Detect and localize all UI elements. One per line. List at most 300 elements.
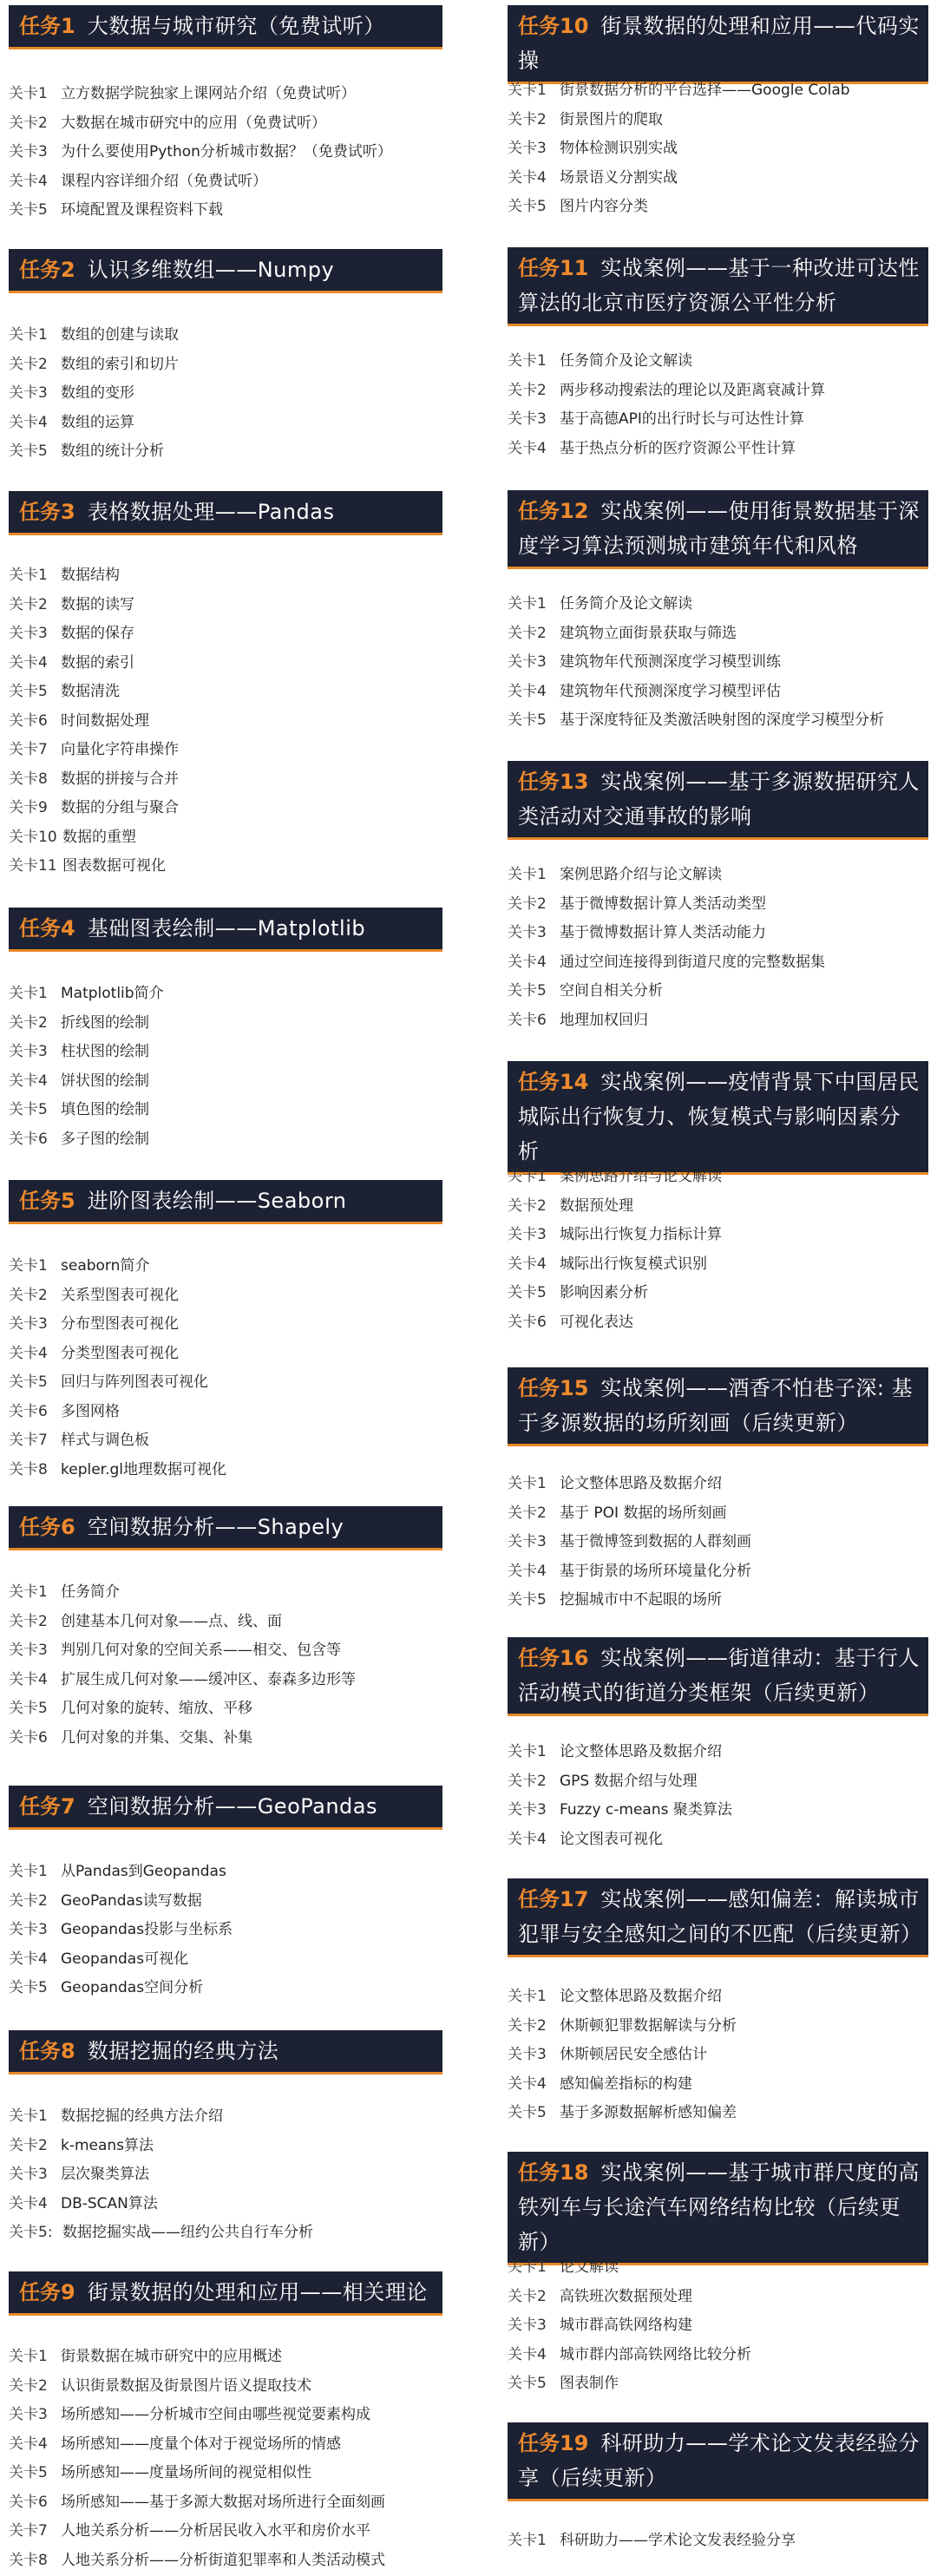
level-item[interactable]: [508, 2370, 928, 2399]
level-item[interactable]: [508, 948, 928, 978]
task-header[interactable]: [508, 1637, 928, 1716]
level-tag: 关卡7: [9, 741, 48, 758]
level-title: 空间自相关分析: [560, 982, 663, 1000]
task-title: 实战案例——使用街景数据基于深度学习算法预测城市建筑年代和风格: [518, 499, 920, 558]
level-item[interactable]: [9, 1281, 451, 1311]
level-item[interactable]: [9, 1858, 451, 1887]
level-tag: 关卡4: [508, 953, 547, 971]
level-title: 街景图片的爬取: [560, 110, 663, 128]
task-header[interactable]: [9, 5, 442, 49]
level-tag: 关卡3: [9, 384, 48, 402]
task-block: [9, 2271, 451, 2316]
level-item[interactable]: [508, 164, 928, 193]
level-item[interactable]: [9, 1945, 451, 1975]
level-item[interactable]: [508, 1499, 928, 1529]
level-item[interactable]: [9, 2401, 451, 2430]
level-title: 数据的重塑: [62, 828, 136, 846]
level-tag: 关卡1: [508, 1168, 547, 1185]
level-item[interactable]: [508, 1796, 928, 1825]
task-block: [9, 1786, 451, 1830]
task-block: [9, 908, 451, 952]
level-item[interactable]: [508, 134, 928, 164]
level-title: GeoPandas读写数据: [61, 1891, 202, 1910]
level-title: k-means算法: [61, 2136, 154, 2154]
level-tag: 关卡3: [508, 1533, 547, 1550]
level-item[interactable]: [9, 2190, 451, 2219]
level-title: 城际出行恢复力指标计算: [560, 1226, 722, 1243]
level-title: 场所感知——基于多源大数据对场所进行全面刻画: [61, 2493, 385, 2511]
level-tag: 关卡5: [9, 2464, 48, 2481]
level-tag: 关卡8: [9, 1460, 48, 1478]
level-item[interactable]: [508, 977, 928, 1006]
task-header[interactable]: [508, 1878, 928, 1957]
level-title: 任务简介及论文解读: [560, 595, 692, 613]
level-title: 图片内容分类: [560, 198, 648, 215]
level-list: [9, 1858, 451, 2003]
level-tag: 关卡1: [508, 595, 547, 613]
level-item[interactable]: [9, 2102, 451, 2132]
level-item[interactable]: [9, 1125, 451, 1155]
level-item[interactable]: [508, 2527, 928, 2556]
task-block: [508, 1637, 928, 1716]
level-tag: 关卡7: [9, 2522, 48, 2540]
level-item[interactable]: [508, 861, 928, 890]
level-item[interactable]: [9, 1724, 451, 1753]
level-title: 通过空间连接得到街道尺度的完整数据集: [560, 953, 825, 971]
level-title: kepler.gl地理数据可视化: [61, 1460, 227, 1478]
task-header[interactable]: [508, 761, 928, 840]
task-header[interactable]: [508, 1061, 928, 1175]
level-title: 论文解读: [560, 2258, 619, 2276]
level-item[interactable]: [9, 2547, 451, 2576]
task-header[interactable]: [9, 1786, 442, 1830]
level-item[interactable]: [508, 706, 928, 736]
level-item[interactable]: [9, 1426, 451, 1456]
level-item[interactable]: [9, 1456, 451, 1485]
level-item[interactable]: [508, 2253, 928, 2283]
level-tag: 关卡1: [9, 2107, 48, 2125]
level-tag: 关卡1: [9, 1863, 48, 1880]
level-title: 数据的拼接与合并: [61, 770, 179, 788]
level-item[interactable]: [9, 823, 451, 853]
level-item[interactable]: [9, 736, 451, 765]
level-item[interactable]: [9, 2372, 451, 2402]
level-title: 数据预处理: [560, 1196, 633, 1215]
level-tag: 关卡8: [9, 770, 48, 788]
task-number: 任务1: [19, 14, 75, 38]
level-item[interactable]: [9, 321, 451, 351]
task-block: [508, 5, 928, 84]
level-item[interactable]: [508, 2041, 928, 2070]
level-title: 场所感知——度量个体对于视觉场所的情感: [61, 2435, 341, 2453]
level-item[interactable]: [9, 561, 451, 591]
level-tag: 关卡5: [508, 1284, 547, 1301]
level-title: 数组的运算: [61, 413, 134, 431]
level-item[interactable]: [9, 1009, 451, 1039]
level-item[interactable]: [508, 1528, 928, 1557]
task-title: 进阶图表绘制——Seaborn: [87, 1189, 347, 1213]
level-item[interactable]: [9, 1368, 451, 1398]
task-block: [508, 761, 928, 840]
level-item[interactable]: [508, 1767, 928, 1797]
level-item[interactable]: [9, 2132, 451, 2161]
level-tag: 关卡2: [508, 1196, 547, 1215]
level-item[interactable]: [508, 619, 928, 649]
level-list: [508, 1983, 928, 2128]
level-item[interactable]: [508, 919, 928, 948]
level-title: 判别几何对象的空间关系——相交、包含等: [61, 1642, 341, 1659]
level-title: 休斯顿犯罪数据解读与分析: [560, 2016, 737, 2035]
level-item[interactable]: [9, 167, 451, 197]
level-tag: 关卡1: [9, 985, 48, 1002]
level-title: 影响因素分析: [560, 1284, 648, 1301]
level-title: 数组的变形: [61, 384, 134, 402]
level-item[interactable]: [508, 377, 928, 406]
level-item[interactable]: [508, 347, 928, 377]
level-item[interactable]: [9, 2459, 451, 2488]
level-item[interactable]: [9, 649, 451, 678]
level-item[interactable]: [508, 1221, 928, 1250]
task-title: 街景数据的处理和应用——相关理论: [87, 2280, 428, 2304]
level-title: 任务简介及论文解读: [560, 352, 692, 370]
task-title: 实战案例——基于城市群尺度的高铁列车与长途汽车网络结构比较（后续更新）: [518, 2160, 920, 2254]
task-block: [9, 1180, 451, 1224]
level-title: 场所感知——分析城市空间由哪些视觉要素构成: [61, 2406, 370, 2423]
task-title: 空间数据分析——GeoPandas: [87, 1794, 378, 1819]
level-tag: 关卡3: [9, 2406, 48, 2423]
level-title: 饼状图的绘制: [61, 1072, 149, 1090]
level-item[interactable]: [9, 409, 451, 438]
level-tag: 关卡5: [9, 1101, 48, 1118]
level-item[interactable]: [508, 1250, 928, 1280]
level-item[interactable]: [9, 2430, 451, 2460]
level-tag: 关卡3: [9, 143, 48, 161]
level-list: [508, 2527, 928, 2556]
task-number: 任务17: [518, 1887, 589, 1911]
task-header[interactable]: [9, 2271, 442, 2316]
level-item[interactable]: [508, 2070, 928, 2100]
level-title: 感知偏差指标的构建: [560, 2075, 692, 2093]
level-title: 向量化字符串操作: [61, 741, 179, 758]
level-title: 数据清洗: [61, 683, 120, 700]
level-title: 地理加权回归: [560, 1011, 648, 1029]
level-title: Geopandas可视化: [61, 1950, 189, 1968]
level-item[interactable]: [9, 707, 451, 737]
level-item[interactable]: [9, 1666, 451, 1695]
task-block: [508, 2152, 928, 2265]
level-title: 休斯顿居民安全感估计: [560, 2046, 707, 2063]
level-item[interactable]: [508, 2341, 928, 2370]
level-tag: 关卡5: [508, 198, 547, 215]
level-item[interactable]: [508, 1983, 928, 2012]
level-item[interactable]: [9, 2219, 451, 2248]
level-title: 人地关系分析——分析居民收入水平和房价水平: [61, 2522, 370, 2540]
task-header[interactable]: [508, 247, 928, 326]
level-title: 建筑物立面街景获取与筛选: [560, 624, 737, 642]
level-title: DB-SCAN算法: [61, 2194, 158, 2212]
level-item[interactable]: [508, 1279, 928, 1308]
level-tag: 关卡1: [508, 866, 547, 883]
level-item[interactable]: [9, 1887, 451, 1917]
level-tag: 关卡3: [9, 1921, 48, 1938]
level-title: 建筑物年代预测深度学习模型评估: [560, 682, 781, 700]
task-block: [508, 1061, 928, 1175]
level-tag: 关卡1: [508, 2532, 547, 2549]
level-list: [9, 1578, 451, 1753]
level-title: 数据挖掘的经典方法介绍: [61, 2107, 223, 2125]
level-item[interactable]: [508, 2099, 928, 2128]
task-number: 任务4: [19, 916, 75, 941]
level-tag: 关卡5: [9, 683, 48, 700]
task-header[interactable]: [9, 1180, 442, 1224]
level-item[interactable]: [508, 678, 928, 707]
level-tag: 关卡1: [9, 1583, 48, 1601]
level-tag: 关卡2: [508, 2016, 547, 2035]
level-item[interactable]: [9, 1310, 451, 1340]
level-title: 数据的索引: [61, 653, 134, 672]
level-item[interactable]: [508, 106, 928, 135]
level-list: [508, 590, 928, 736]
level-item[interactable]: [9, 794, 451, 823]
task-title: 大数据与城市研究（免费试听）: [87, 14, 385, 38]
level-item[interactable]: [9, 678, 451, 707]
level-title: 数组的创建与读取: [61, 326, 179, 344]
level-title: 为什么要使用Python分析城市数据？（免费试听）: [61, 143, 392, 161]
level-item[interactable]: [9, 437, 451, 467]
level-tag: 关卡2: [9, 595, 48, 613]
level-title: 任务简介: [61, 1583, 120, 1601]
level-title: 立方数据学院独家上课网站介绍（免费试听）: [61, 85, 356, 102]
level-item[interactable]: [9, 80, 451, 109]
level-tag: 关卡4: [9, 172, 48, 190]
level-item[interactable]: [9, 765, 451, 795]
level-title: 基于多源数据解析感知偏差: [560, 2104, 737, 2121]
level-item[interactable]: [508, 1192, 928, 1222]
level-item[interactable]: [9, 2160, 451, 2190]
level-title: 城市群内部高铁网络比较分析: [560, 2345, 751, 2363]
level-tag: 关卡4: [9, 413, 48, 431]
level-title: 时间数据处理: [61, 711, 149, 730]
level-tag: 关卡2: [9, 1891, 48, 1910]
task-header[interactable]: [9, 491, 442, 535]
level-item[interactable]: [9, 109, 451, 139]
level-item[interactable]: [9, 379, 451, 409]
task-title: 科研助力——学术论文发表经验分享（后续更新）: [518, 2431, 920, 2490]
level-item[interactable]: [508, 2283, 928, 2312]
level-tag: 关卡4: [9, 1950, 48, 1968]
level-title: 图表制作: [560, 2375, 619, 2392]
level-tag: 关卡3: [508, 653, 547, 671]
level-item[interactable]: [9, 1252, 451, 1281]
level-item[interactable]: [508, 590, 928, 619]
level-tag: 关卡6: [508, 1011, 547, 1029]
level-tag: 关卡5: [508, 1591, 547, 1609]
level-tag: 关卡1: [508, 82, 547, 99]
task-number: 任务5: [19, 1189, 75, 1213]
level-item[interactable]: [9, 196, 451, 226]
level-item[interactable]: [9, 138, 451, 167]
level-title: 数据的读写: [61, 595, 134, 613]
task-header[interactable]: [9, 1506, 442, 1550]
level-list: [9, 2102, 451, 2248]
level-item[interactable]: [9, 1694, 451, 1724]
level-tag: 关卡2: [508, 110, 547, 128]
level-item[interactable]: [508, 1308, 928, 1338]
level-tag: 关卡3: [508, 2046, 547, 2063]
level-tag: 关卡4: [9, 1344, 48, 1362]
level-tag: 关卡5: [508, 2375, 547, 2392]
level-tag: 关卡1: [508, 1988, 547, 2005]
level-tag: 关卡3: [508, 410, 547, 428]
level-item[interactable]: [9, 1398, 451, 1427]
level-title: 数组的统计分析: [61, 442, 164, 460]
task-header[interactable]: [9, 908, 442, 952]
level-tag: 关卡5: [508, 2104, 547, 2121]
level-tag: 关卡1: [508, 352, 547, 370]
level-item[interactable]: [9, 1916, 451, 1945]
level-list: [508, 1738, 928, 1854]
task-number: 任务2: [19, 258, 75, 282]
level-tag: 关卡5: [9, 201, 48, 219]
level-tag: 关卡2: [9, 2136, 48, 2154]
level-item[interactable]: [508, 2012, 928, 2042]
level-tag: 关卡3: [9, 625, 48, 642]
level-tag: 关卡2: [508, 1772, 547, 1790]
level-title: 几何对象的旋转、缩放、平移: [61, 1700, 252, 1717]
task-block: [9, 249, 451, 293]
level-tag: 关卡3: [508, 924, 547, 941]
task-block: [9, 5, 451, 49]
level-title: 柱状图的绘制: [61, 1043, 149, 1060]
level-title: 街景数据在城市研究中的应用概述: [61, 2348, 282, 2365]
level-title: 街景数据分析的平台选择——Google Colab: [560, 82, 850, 99]
level-item[interactable]: [508, 2311, 928, 2341]
level-item[interactable]: [508, 405, 928, 435]
task-title: 实战案例——基于一种改进可达性算法的北京市医疗资源公平性分析: [518, 256, 920, 315]
level-tag: 关卡1: [508, 2258, 547, 2276]
level-title: 数据结构: [61, 567, 120, 584]
level-tag: 关卡4: [508, 1830, 547, 1848]
task-title: 实战案例——街道律动：基于行人活动模式的街道分类框架（后续更新）: [518, 1646, 920, 1705]
level-item[interactable]: [508, 1163, 928, 1192]
level-title: GPS 数据介绍与处理: [560, 1772, 698, 1790]
level-item[interactable]: [9, 1608, 451, 1637]
level-item[interactable]: [9, 1038, 451, 1067]
level-title: Matplotlib简介: [61, 985, 164, 1002]
task-header[interactable]: [508, 490, 928, 569]
level-list: [508, 76, 928, 222]
level-item[interactable]: [9, 1096, 451, 1125]
level-item[interactable]: [9, 1340, 451, 1369]
level-tag: 关卡7: [9, 1432, 48, 1449]
level-item[interactable]: [9, 1974, 451, 2003]
level-tag: 关卡6: [9, 2493, 48, 2511]
level-tag: 关卡2: [9, 355, 48, 373]
level-tag: 关卡5: [9, 442, 48, 460]
level-tag: 关卡8: [9, 2551, 48, 2569]
task-block: [508, 1878, 928, 1957]
level-item[interactable]: [9, 1067, 451, 1097]
level-tag: 关卡2: [9, 1013, 48, 1032]
task-number: 任务3: [19, 500, 75, 524]
level-tag: 关卡1: [9, 1257, 48, 1275]
level-tag: 关卡1: [9, 85, 48, 102]
level-tag: 关卡4: [508, 2075, 547, 2093]
level-item[interactable]: [508, 1586, 928, 1616]
level-item[interactable]: [9, 591, 451, 620]
level-tag: 关卡2: [508, 624, 547, 642]
task-title: 实战案例——酒香不怕巷子深: 基于多源数据的场所刻画（后续更新）: [518, 1376, 914, 1435]
level-list: [508, 1470, 928, 1616]
level-title: 从Pandas到Geopandas: [61, 1863, 226, 1880]
level-item[interactable]: [508, 76, 928, 106]
level-item[interactable]: [508, 648, 928, 678]
level-item[interactable]: [508, 1470, 928, 1499]
level-item[interactable]: [9, 852, 451, 882]
task-title: 实战案例——疫情背景下中国居民城际出行恢复力、恢复模式与影响因素分析: [518, 1070, 920, 1163]
level-item[interactable]: [9, 1578, 451, 1608]
level-item[interactable]: [9, 980, 451, 1009]
task-number: 任务13: [518, 770, 589, 794]
level-list: [508, 1163, 928, 1337]
task-number: 任务14: [518, 1070, 589, 1094]
level-tag: 关卡4: [508, 168, 547, 187]
level-tag: 关卡9: [9, 799, 48, 816]
level-title: Geopandas空间分析: [61, 1979, 204, 1996]
level-item[interactable]: [9, 619, 451, 649]
level-item[interactable]: [508, 1006, 928, 1036]
level-item[interactable]: [508, 1825, 928, 1855]
level-title: 基于微博签到数据的人群刻画: [560, 1533, 751, 1550]
level-item[interactable]: [508, 193, 928, 222]
level-title: 环境配置及课程资料下载: [61, 201, 223, 219]
level-title: 基于深度特征及类激活映射图的深度学习模型分析: [560, 711, 884, 729]
level-tag: 关卡6: [9, 1402, 48, 1420]
level-item[interactable]: [9, 2343, 451, 2372]
task-block: [508, 1367, 928, 1446]
level-tag: 关卡1: [508, 1475, 547, 1492]
task-header[interactable]: [508, 5, 928, 84]
task-block: [508, 247, 928, 326]
level-list: [9, 1252, 451, 1485]
level-item[interactable]: [508, 1738, 928, 1767]
level-title: seaborn简介: [61, 1257, 150, 1275]
task-number: 任务8: [19, 2039, 75, 2063]
level-tag: 关卡4: [9, 2435, 48, 2453]
task-header[interactable]: [9, 2030, 442, 2075]
level-item[interactable]: [9, 351, 451, 380]
level-tag: 关卡6: [9, 711, 48, 730]
level-title: 论文整体思路及数据介绍: [560, 1743, 722, 1760]
task-block: [508, 490, 928, 569]
level-title: 认识街景数据及街景图片语义提取技术: [61, 2376, 311, 2395]
level-item[interactable]: [508, 890, 928, 920]
level-title: 案例思路介绍与论文解读: [560, 866, 722, 883]
level-item[interactable]: [9, 2517, 451, 2547]
level-title: 多图网格: [61, 1402, 120, 1420]
task-header[interactable]: [508, 1367, 928, 1446]
task-header[interactable]: [9, 249, 442, 293]
level-tag: 关卡2: [9, 1612, 48, 1630]
task-header[interactable]: [508, 2422, 928, 2501]
level-tag: 关卡2: [508, 1504, 547, 1522]
task-header[interactable]: [508, 2152, 928, 2265]
level-item[interactable]: [9, 1636, 451, 1666]
level-tag: 关卡4: [508, 682, 547, 700]
level-item[interactable]: [508, 1557, 928, 1587]
level-item[interactable]: [9, 2488, 451, 2518]
level-item[interactable]: [508, 435, 928, 464]
